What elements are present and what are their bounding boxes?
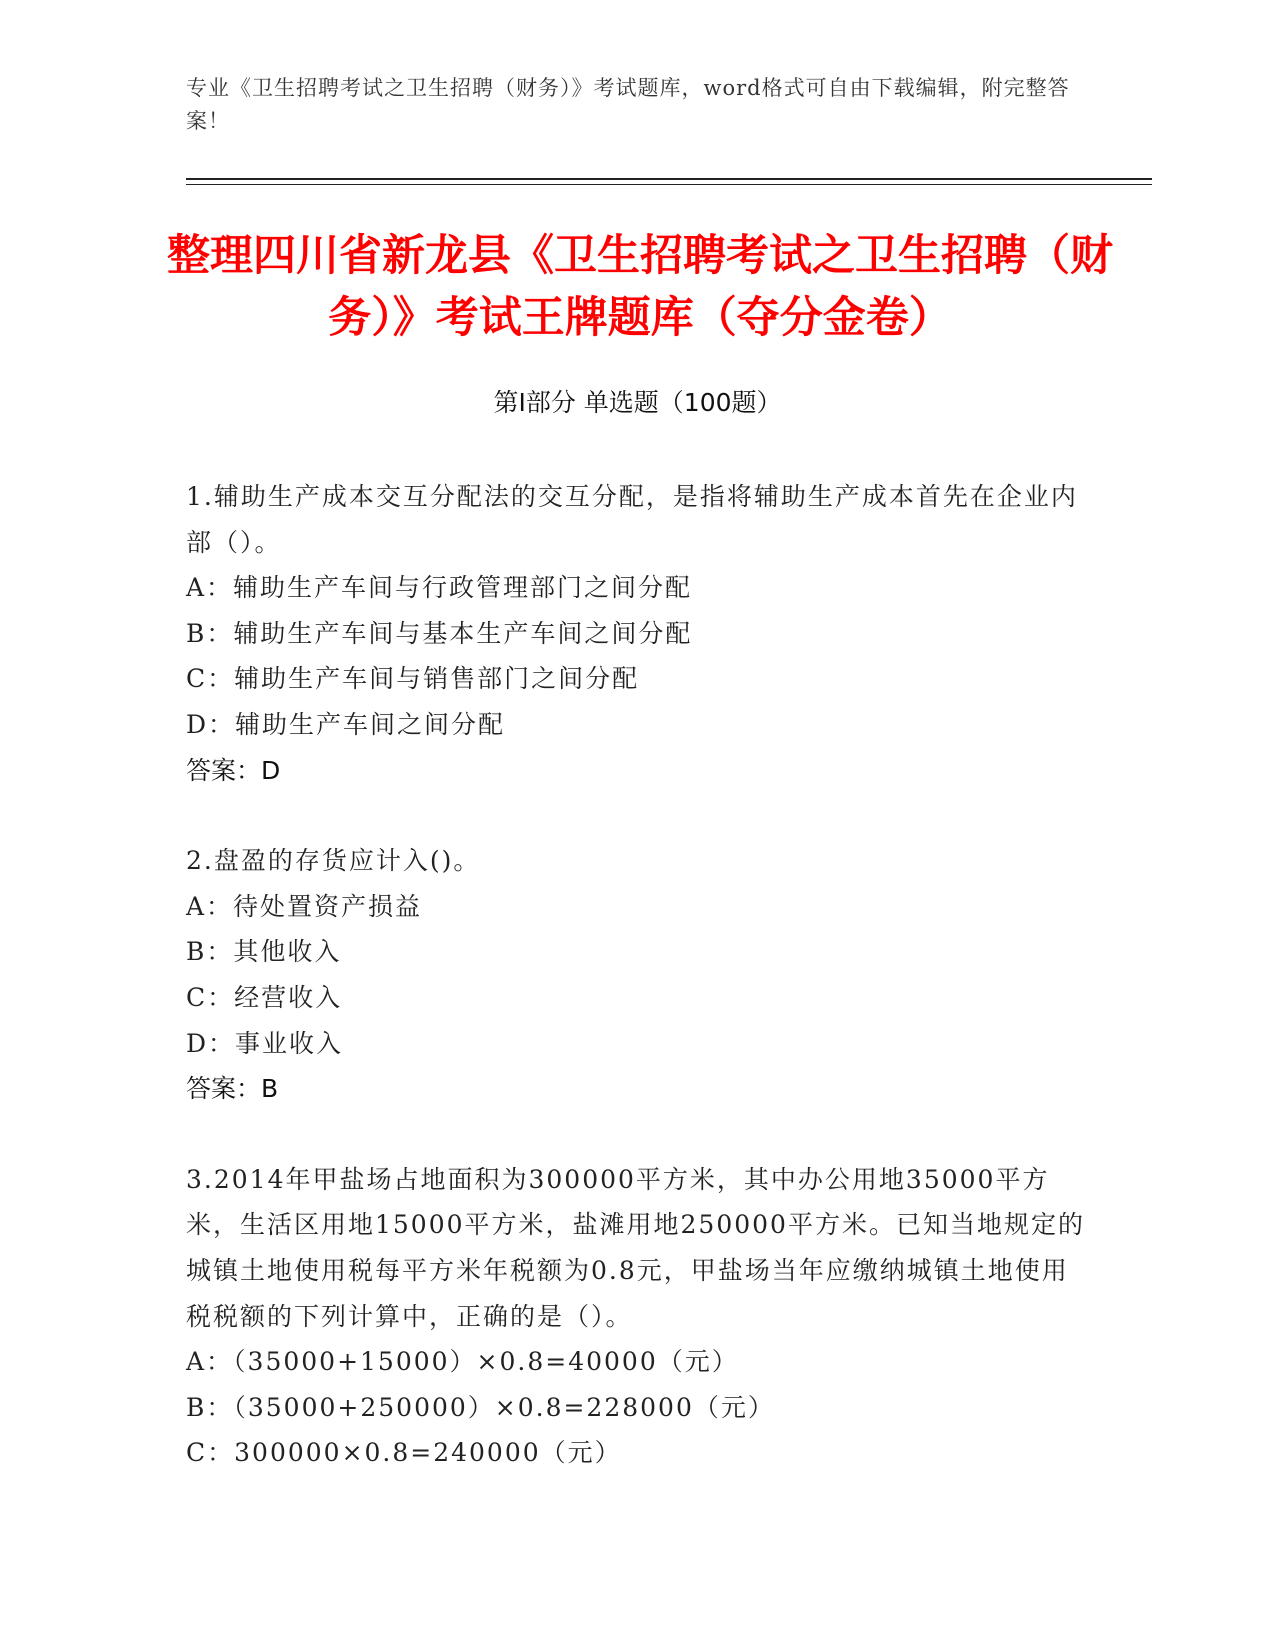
option-a: A：（35000+15000）×0.8=40000（元） <box>186 1347 739 1377</box>
document-title: 整理四川省新龙县《卫生招聘考试之卫生招聘（财务）》考试王牌题库（夺分金卷） <box>167 231 1113 343</box>
answer: 答案：D <box>186 755 281 785</box>
option-c: C：300000×0.8=240000（元） <box>186 1438 622 1468</box>
question-2 <box>186 838 1086 1112</box>
section-title: 第I部分 单选题（100题） <box>493 388 782 417</box>
answer: 答案：B <box>186 1074 279 1104</box>
option-a: A：待处置资产损益 <box>186 891 423 921</box>
option-a: A：辅助生产车间与行政管理部门之间分配 <box>186 573 693 603</box>
option-c: C：辅助生产车间与销售部门之间分配 <box>186 664 640 694</box>
option-d: D：辅助生产车间之间分配 <box>186 709 506 739</box>
option-b: B：（35000+250000）×0.8=228000（元） <box>186 1392 775 1422</box>
option-c: C：经营收入 <box>186 982 343 1012</box>
question-stem: 1.辅助生产成本交互分配法的交互分配，是指将辅助生产成本首先在企业内部（）。 <box>186 482 1078 557</box>
question-stem: 2.盘盈的存货应计入()。 <box>186 846 481 876</box>
header-divider-thick <box>186 178 1152 180</box>
question-list <box>186 474 1086 1521</box>
header-note: 专业《卫生招聘考试之卫生招聘（财务）》考试题库，word格式可自由下载编辑，附完整答案！ <box>186 76 1070 133</box>
option-b: B：辅助生产车间与基本生产车间之间分配 <box>186 618 693 648</box>
option-d: D：事业收入 <box>186 1028 344 1058</box>
question-3 <box>186 1157 1086 1476</box>
option-b: B：其他收入 <box>186 937 342 967</box>
question-stem: 3.2014年甲盐场占地面积为300000平方米，其中办公用地35000平方米，生活区用地15000平方米，盐滩用地250000平方米。已知当地规定的城镇土地使用税每平方米年税额为0.8元，甲盐场当年应缴纳城镇土地使用税税额的下列计算中，正确的是（）。 <box>186 1164 1085 1331</box>
header-divider-thin <box>186 184 1152 185</box>
question-1 <box>186 474 1086 793</box>
